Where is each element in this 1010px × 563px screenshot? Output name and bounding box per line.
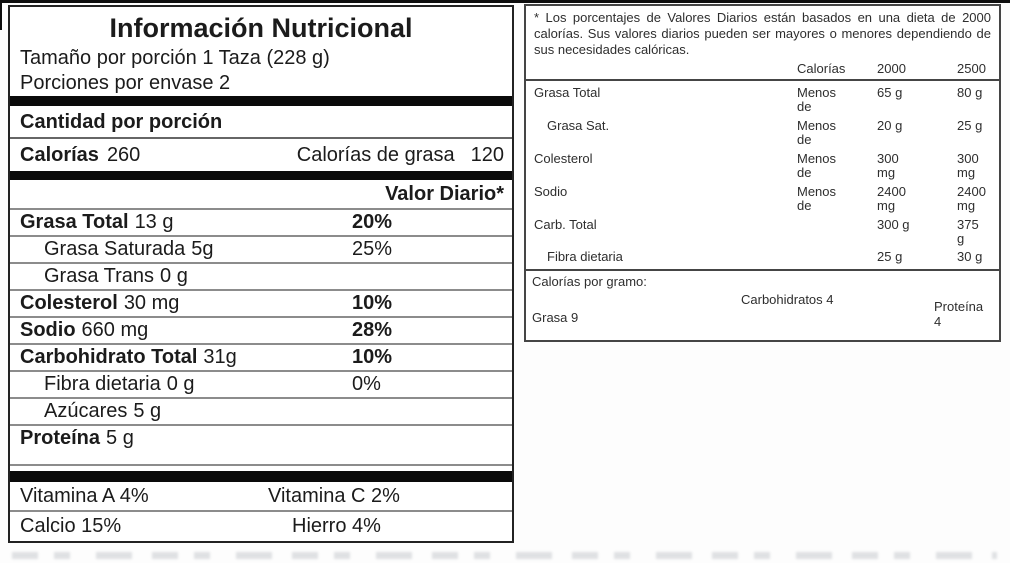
footnote-value-2500: 2400 mg: [957, 184, 986, 213]
footnote-qualifier: Menos de: [797, 118, 837, 147]
photo-left-edge: [0, 0, 2, 30]
footnote-nutrient: Grasa Sat.: [547, 118, 610, 133]
footnote-nutrient: Grasa Total: [534, 85, 601, 100]
calories-label: Calorías: [20, 144, 99, 166]
footnote-value-2000: 300 g: [877, 217, 910, 232]
nutrient-row-total-carb: [10, 345, 512, 372]
nutrient-name: Colesterol: [20, 292, 118, 314]
nutrient-row-fiber: [10, 372, 512, 399]
nutrient-amount: 5 g: [133, 400, 162, 422]
mineral-row: [10, 512, 512, 540]
nutrient-daily-value: 25%: [352, 238, 393, 260]
nutrient-name: Grasa Total: [20, 211, 129, 233]
vitamin-a-value: Vitamina A 4%: [20, 485, 149, 507]
carbs-per-gram: Carbohidratos 4: [741, 292, 834, 307]
nutrient-name: Sodio: [20, 319, 76, 341]
calories-per-gram-section: [526, 269, 999, 341]
footnote-value-2000: 65 g: [877, 85, 903, 100]
nutrient-amount: 30 mg: [123, 292, 180, 314]
nutrient-row-trans-fat: [10, 264, 512, 291]
footnote-value-2500: 30 g: [957, 249, 983, 264]
nutrient-name: Carbohidrato Total: [20, 346, 198, 368]
footnote-value-2500: 375 g: [957, 217, 979, 246]
nutrient-name: Grasa Saturada: [44, 238, 186, 260]
vitamin-c-value: Vitamina C 2%: [268, 485, 400, 507]
nutrient-name: Fibra dietaria: [44, 373, 161, 395]
nutrient-amount: 5 g: [106, 427, 134, 449]
nutrient-row-sodium: [10, 318, 512, 345]
footnote-row-sodium: [526, 185, 999, 213]
footnote-nutrient: Carb. Total: [534, 217, 597, 232]
daily-value-header: Valor Diario*: [10, 180, 512, 210]
footnote-row-fiber: [526, 250, 999, 264]
nutrient-amount: 0 g: [166, 373, 195, 395]
photo-top-edge: [0, 0, 1010, 3]
faded-text-artifact: [12, 552, 997, 559]
vitamin-row: [10, 482, 512, 512]
footnote-value-2000: 2400 mg: [877, 184, 906, 213]
header-calories: Calorías: [797, 61, 846, 76]
footnote-row-sat-fat: [526, 119, 999, 147]
calories-from-fat-label: Calorías de grasa: [296, 144, 455, 166]
calcium-value: Calcio 15%: [20, 515, 122, 537]
nutrient-amount: 0 g: [160, 265, 188, 287]
footnote-value-2000: 20 g: [877, 118, 903, 133]
nutrition-label-title: Información Nutricional: [109, 13, 413, 43]
nutrient-daily-value: 28%: [352, 319, 393, 341]
nutrient-amount: 13 g: [134, 211, 174, 233]
header-2500: 2500: [957, 61, 986, 76]
nutrition-facts-panel: [8, 5, 514, 543]
footnote-row-total-carb: [526, 218, 999, 246]
nutrient-amount: 5g: [191, 238, 214, 260]
header-2000: 2000: [877, 61, 906, 76]
nutrient-row-sugars: [10, 399, 512, 426]
serving-size-line: Tamaño por porción 1 Taza (228 g): [20, 47, 330, 69]
daily-values-footnote-panel: [524, 4, 1001, 342]
footnote-text: * Los porcentajes de Valores Diarios están basados en una dieta de 2000 calorías. Sus valores diarios pueden ser mayores o menores dependiendo de sus necesidades calóricas.: [534, 10, 991, 57]
footnote-row-cholesterol: [526, 152, 999, 180]
footnote-nutrient: Colesterol: [534, 151, 593, 166]
footnote-nutrient: Sodio: [534, 184, 568, 199]
nutrient-daily-value: 0%: [352, 373, 381, 395]
footnote-value-2000: 300 mg: [877, 151, 899, 180]
footnote-value-2500: 80 g: [957, 85, 983, 100]
nutrient-name: Azúcares: [44, 400, 128, 422]
nutrient-amount: 660 mg: [81, 319, 149, 341]
calories-value: 260: [106, 144, 141, 166]
nutrient-row-total-fat: [10, 210, 512, 237]
footnote-value-2500: 25 g: [957, 118, 983, 133]
nutrient-name: Grasa Trans: [44, 265, 155, 287]
protein-per-gram: Proteína 4: [934, 299, 984, 329]
footnote-nutrient: Fibra dietaria: [547, 249, 623, 264]
separator-bar: [10, 471, 512, 482]
separator-bar: [10, 171, 512, 180]
footnote-row-total-fat: [526, 86, 999, 114]
amount-per-serving-heading: Cantidad por porción: [10, 106, 512, 139]
servings-per-container-line: Porciones por envase 2: [20, 72, 231, 94]
calories-per-gram-label: Calorías por gramo:: [532, 274, 647, 289]
separator-bar: [10, 96, 512, 106]
footnote-qualifier: Menos de: [797, 184, 837, 213]
calories-from-fat-value: 120: [470, 144, 504, 166]
nutrient-row-protein: [10, 426, 512, 466]
iron-value: Hierro 4%: [292, 515, 381, 537]
nutrient-row-cholesterol: [10, 291, 512, 318]
calories-row: [10, 139, 512, 171]
footnote-table-header: [526, 61, 999, 81]
nutrient-daily-value: 10%: [352, 292, 393, 314]
nutrient-amount: 31g: [203, 346, 237, 368]
nutrient-name: Proteína: [20, 427, 101, 449]
fat-per-gram: Grasa 9: [532, 310, 579, 325]
footnote-qualifier: Menos de: [797, 151, 837, 180]
nutrient-row-saturated-fat: [10, 237, 512, 264]
footnote-value-2500: 300 mg: [957, 151, 979, 180]
footnote-value-2000: 25 g: [877, 249, 903, 264]
footnote-qualifier: Menos de: [797, 85, 837, 114]
nutrient-daily-value: 20%: [352, 211, 393, 233]
nutrient-daily-value: 10%: [352, 346, 393, 368]
